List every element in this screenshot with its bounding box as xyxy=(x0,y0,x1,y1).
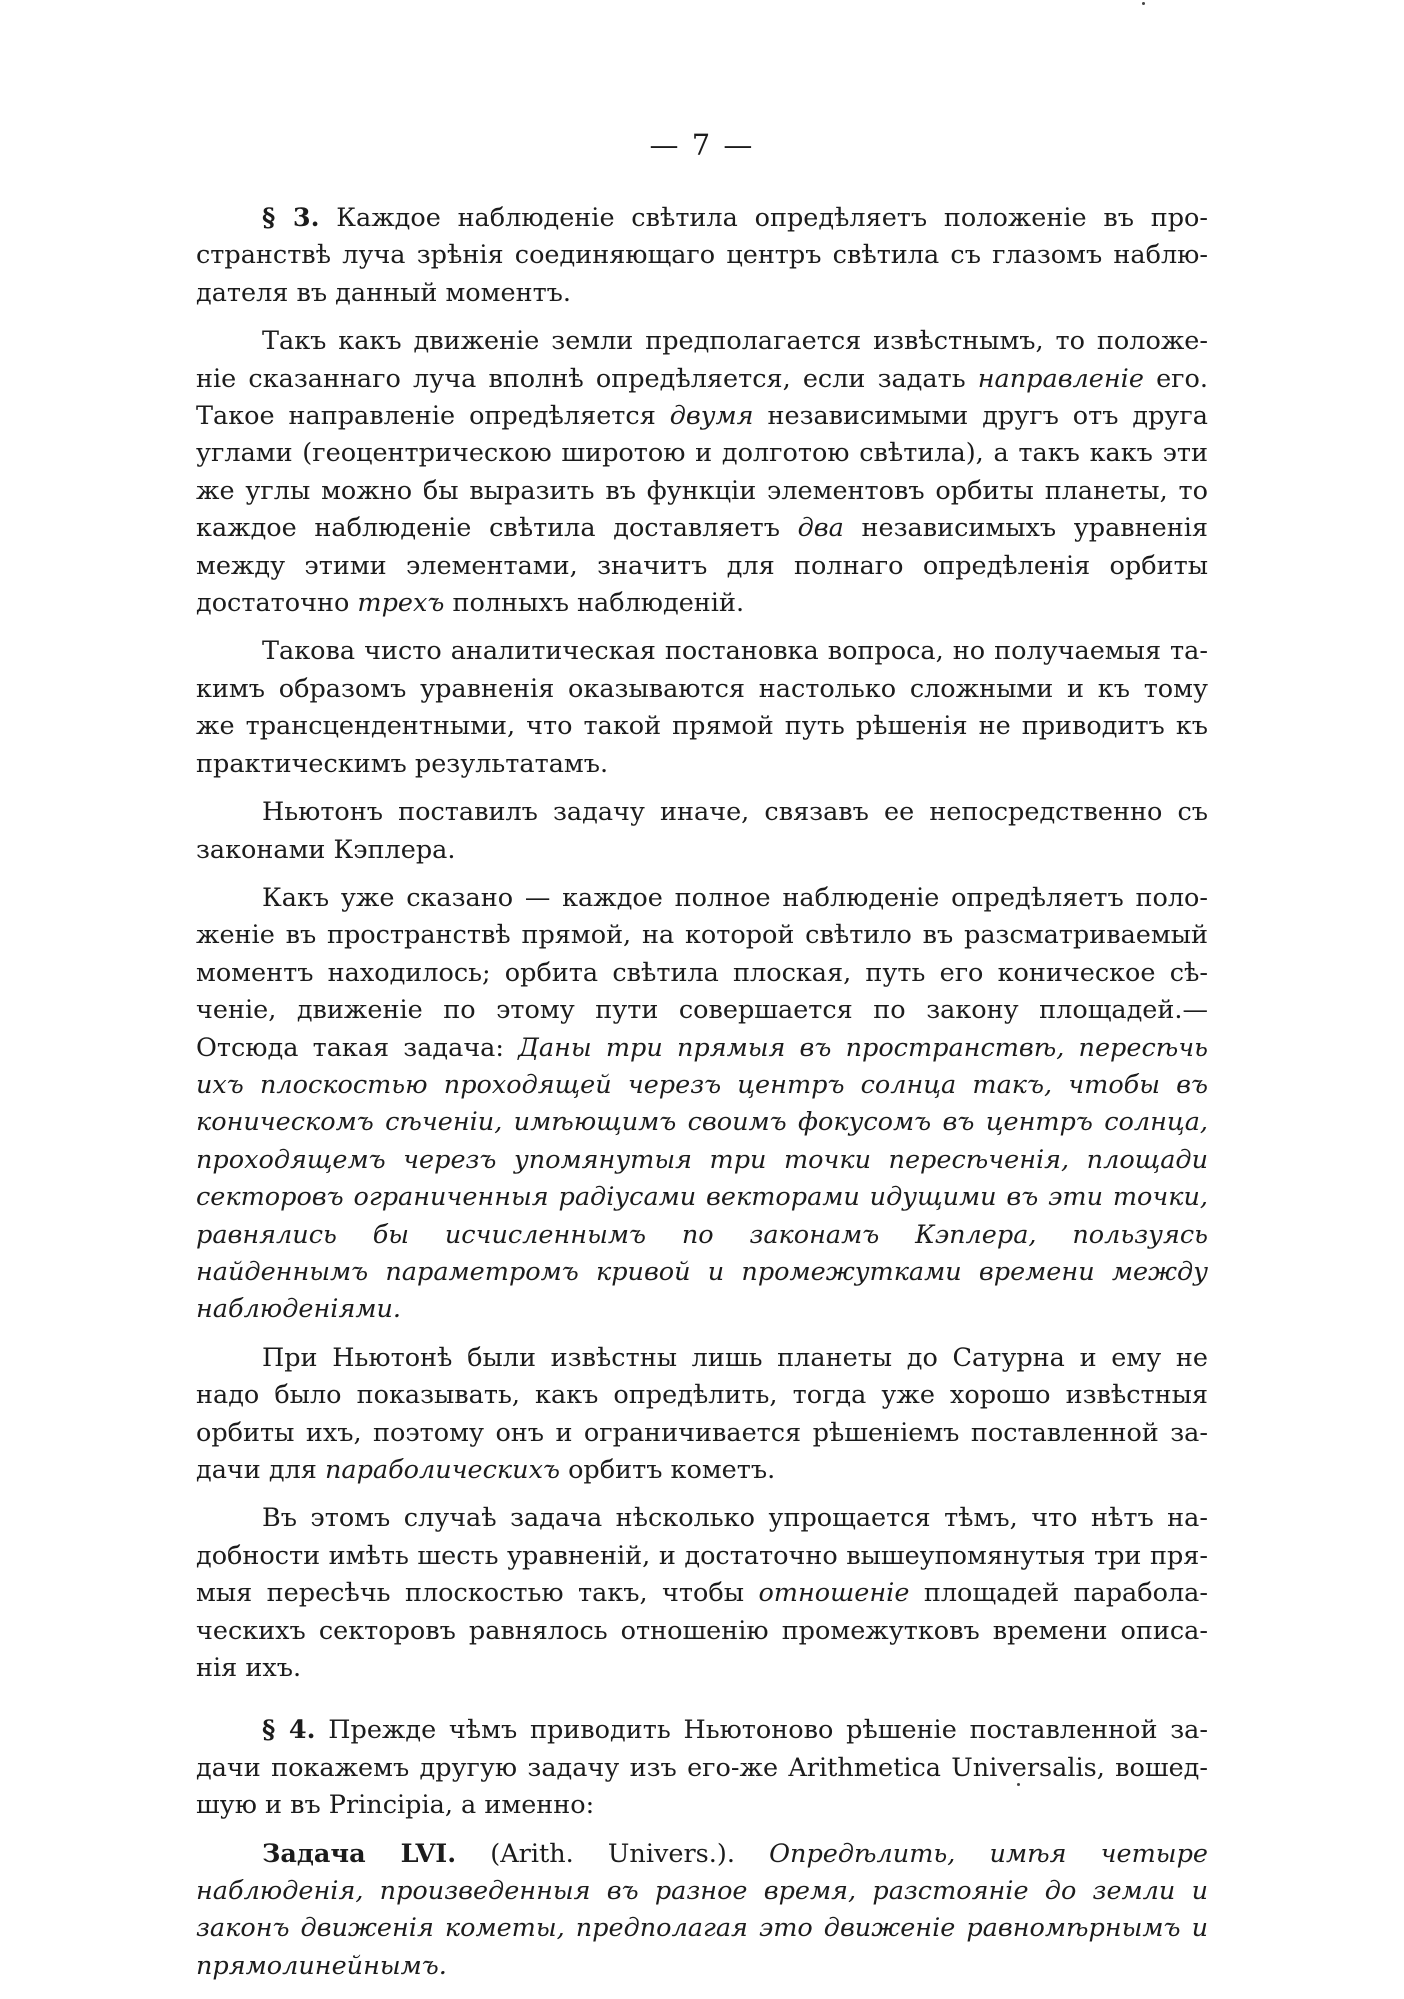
text-run: Такъ какъ движеніе земли предполагается извѣстнымъ, то положеніе сказаннаго луча вполнѣ опредѣляется, если задать xyxy=(196,326,1208,394)
paragraph-task-statement xyxy=(196,880,1208,1329)
text-run: Какъ уже сказано — каждое полное наблюденіе опредѣляетъ положеніе въ пространствѣ прямой, на которой свѣтило въ разсматриваемый моментъ находилось; орбита свѣтила плоская, путь его коническое сѣченіе, движеніе по этому пути совершается по закону площадей.—Отсюда такая задача: xyxy=(196,882,1208,1063)
text-run: полныхъ наблюденій. xyxy=(444,588,745,619)
paragraph xyxy=(196,323,1208,622)
paragraph xyxy=(196,633,1208,783)
text-run: площадей параболаческихъ секторовъ равнялось отношенію промежутковъ времени описанія ихъ. xyxy=(196,1578,1208,1684)
body-text xyxy=(196,200,1208,1985)
italic-run: два xyxy=(797,513,844,544)
italic-run: двумя xyxy=(669,401,754,432)
section-mark: § 3. xyxy=(262,203,320,233)
text-run: Въ этомъ случаѣ задача нѣсколько упрощается тѣмъ, что нѣтъ надобности имѣть шесть уравненій, и достаточно вышеупомянутыя три прямыя пересѣчь плоскостью такъ, чтобы xyxy=(196,1503,1208,1609)
italic-run: отношеніе xyxy=(758,1578,910,1609)
paragraph xyxy=(196,1340,1208,1490)
italic-run: Опредѣлить, имѣя четыре наблюденія, произведенныя въ разное время, разстояніе до земли и законъ движенія кометы, предполагая это движеніе равномѣрнымъ и прямолинейнымъ. xyxy=(196,1838,1208,1981)
text-run: независимыхъ уравненія между этими элементами, значитъ для полнаго опредѣленія орбиты достаточно xyxy=(196,513,1208,619)
page-number: — 7 — xyxy=(649,128,755,162)
paragraph-section-4 xyxy=(196,1712,1208,1824)
text-run: (Arith. Univers.). xyxy=(456,1838,770,1869)
paragraph xyxy=(196,1500,1208,1687)
paragraph-problem-lvi xyxy=(196,1836,1208,1986)
print-speck xyxy=(1142,2,1145,5)
text-run: независимыми другъ отъ друга углами (геоцентрическою широтою и долготою свѣтила), а такъ какъ эти же углы можно бы выразить въ функціи элементовъ орбиты планеты, то каждое наблюденіе свѣтила доставляетъ xyxy=(196,401,1208,544)
text-run: Каждое наблюденіе свѣтила опредѣляетъ положеніе въ пространствѣ луча зрѣнія соединяющаго центръ свѣтила съ глазомъ наблюдателя въ данный моментъ. xyxy=(196,203,1208,308)
text-run: орбитъ кометъ. xyxy=(559,1455,776,1485)
print-speck xyxy=(1017,1783,1020,1786)
text-run: Такова чисто аналитическая постановка вопроса, но получаемыя такимъ образомъ уравненія оказываются настолько сложными и къ тому же трансцендентными, что такой прямой путь рѣшенія не приводитъ къ практическимъ результатамъ. xyxy=(196,636,1208,779)
section-mark: § 4. xyxy=(262,1715,316,1746)
text-run: его. Такое направленіе опредѣляется xyxy=(196,363,1208,432)
italic-run: параболическихъ xyxy=(324,1455,560,1485)
italic-run: Даны три прямыя въ пространствѣ, пересѣчь ихъ плоскостью проходящей черезъ центръ солнца такъ, чтобы въ коническомъ сѣченіи, имѣющимъ своимъ фокусомъ въ центръ солнца, проходящемъ черезъ упомянутыя три точки пересѣченія, площади секторовъ ограниченныя радіусами векторами идущими въ эти точки, равнялись бы исчисленнымъ по законамъ Кэплера, пользуясь найденнымъ параметромъ кривой и промежутками времени между наблюденіями. xyxy=(196,1032,1209,1325)
italic-run: трехъ xyxy=(357,588,445,619)
italic-run: направленіе xyxy=(977,363,1144,394)
problem-label: Задача LVI. xyxy=(262,1838,457,1869)
text-run: Прежде чѣмъ приводить Ньютоново рѣшеніе поставленной задачи покажемъ другую задачу изъ его-же Arithmetica Universalis, вошедшую и въ Principia, а именно: xyxy=(196,1715,1208,1821)
text-run: При Ньютонѣ были извѣстны лишь планеты до Сатурна и ему не надо было показывать, какъ опредѣлить, тогда уже хорошо извѣстныя орбиты ихъ, поэтому онъ и ограничивается рѣшеніемъ поставленной задачи для xyxy=(196,1342,1208,1485)
paragraph xyxy=(196,794,1208,869)
paragraph-section-3 xyxy=(196,200,1208,312)
text-run: Ньютонъ поставилъ задачу иначе, связавъ ее непосредственно съ законами Кэплера. xyxy=(196,797,1208,865)
